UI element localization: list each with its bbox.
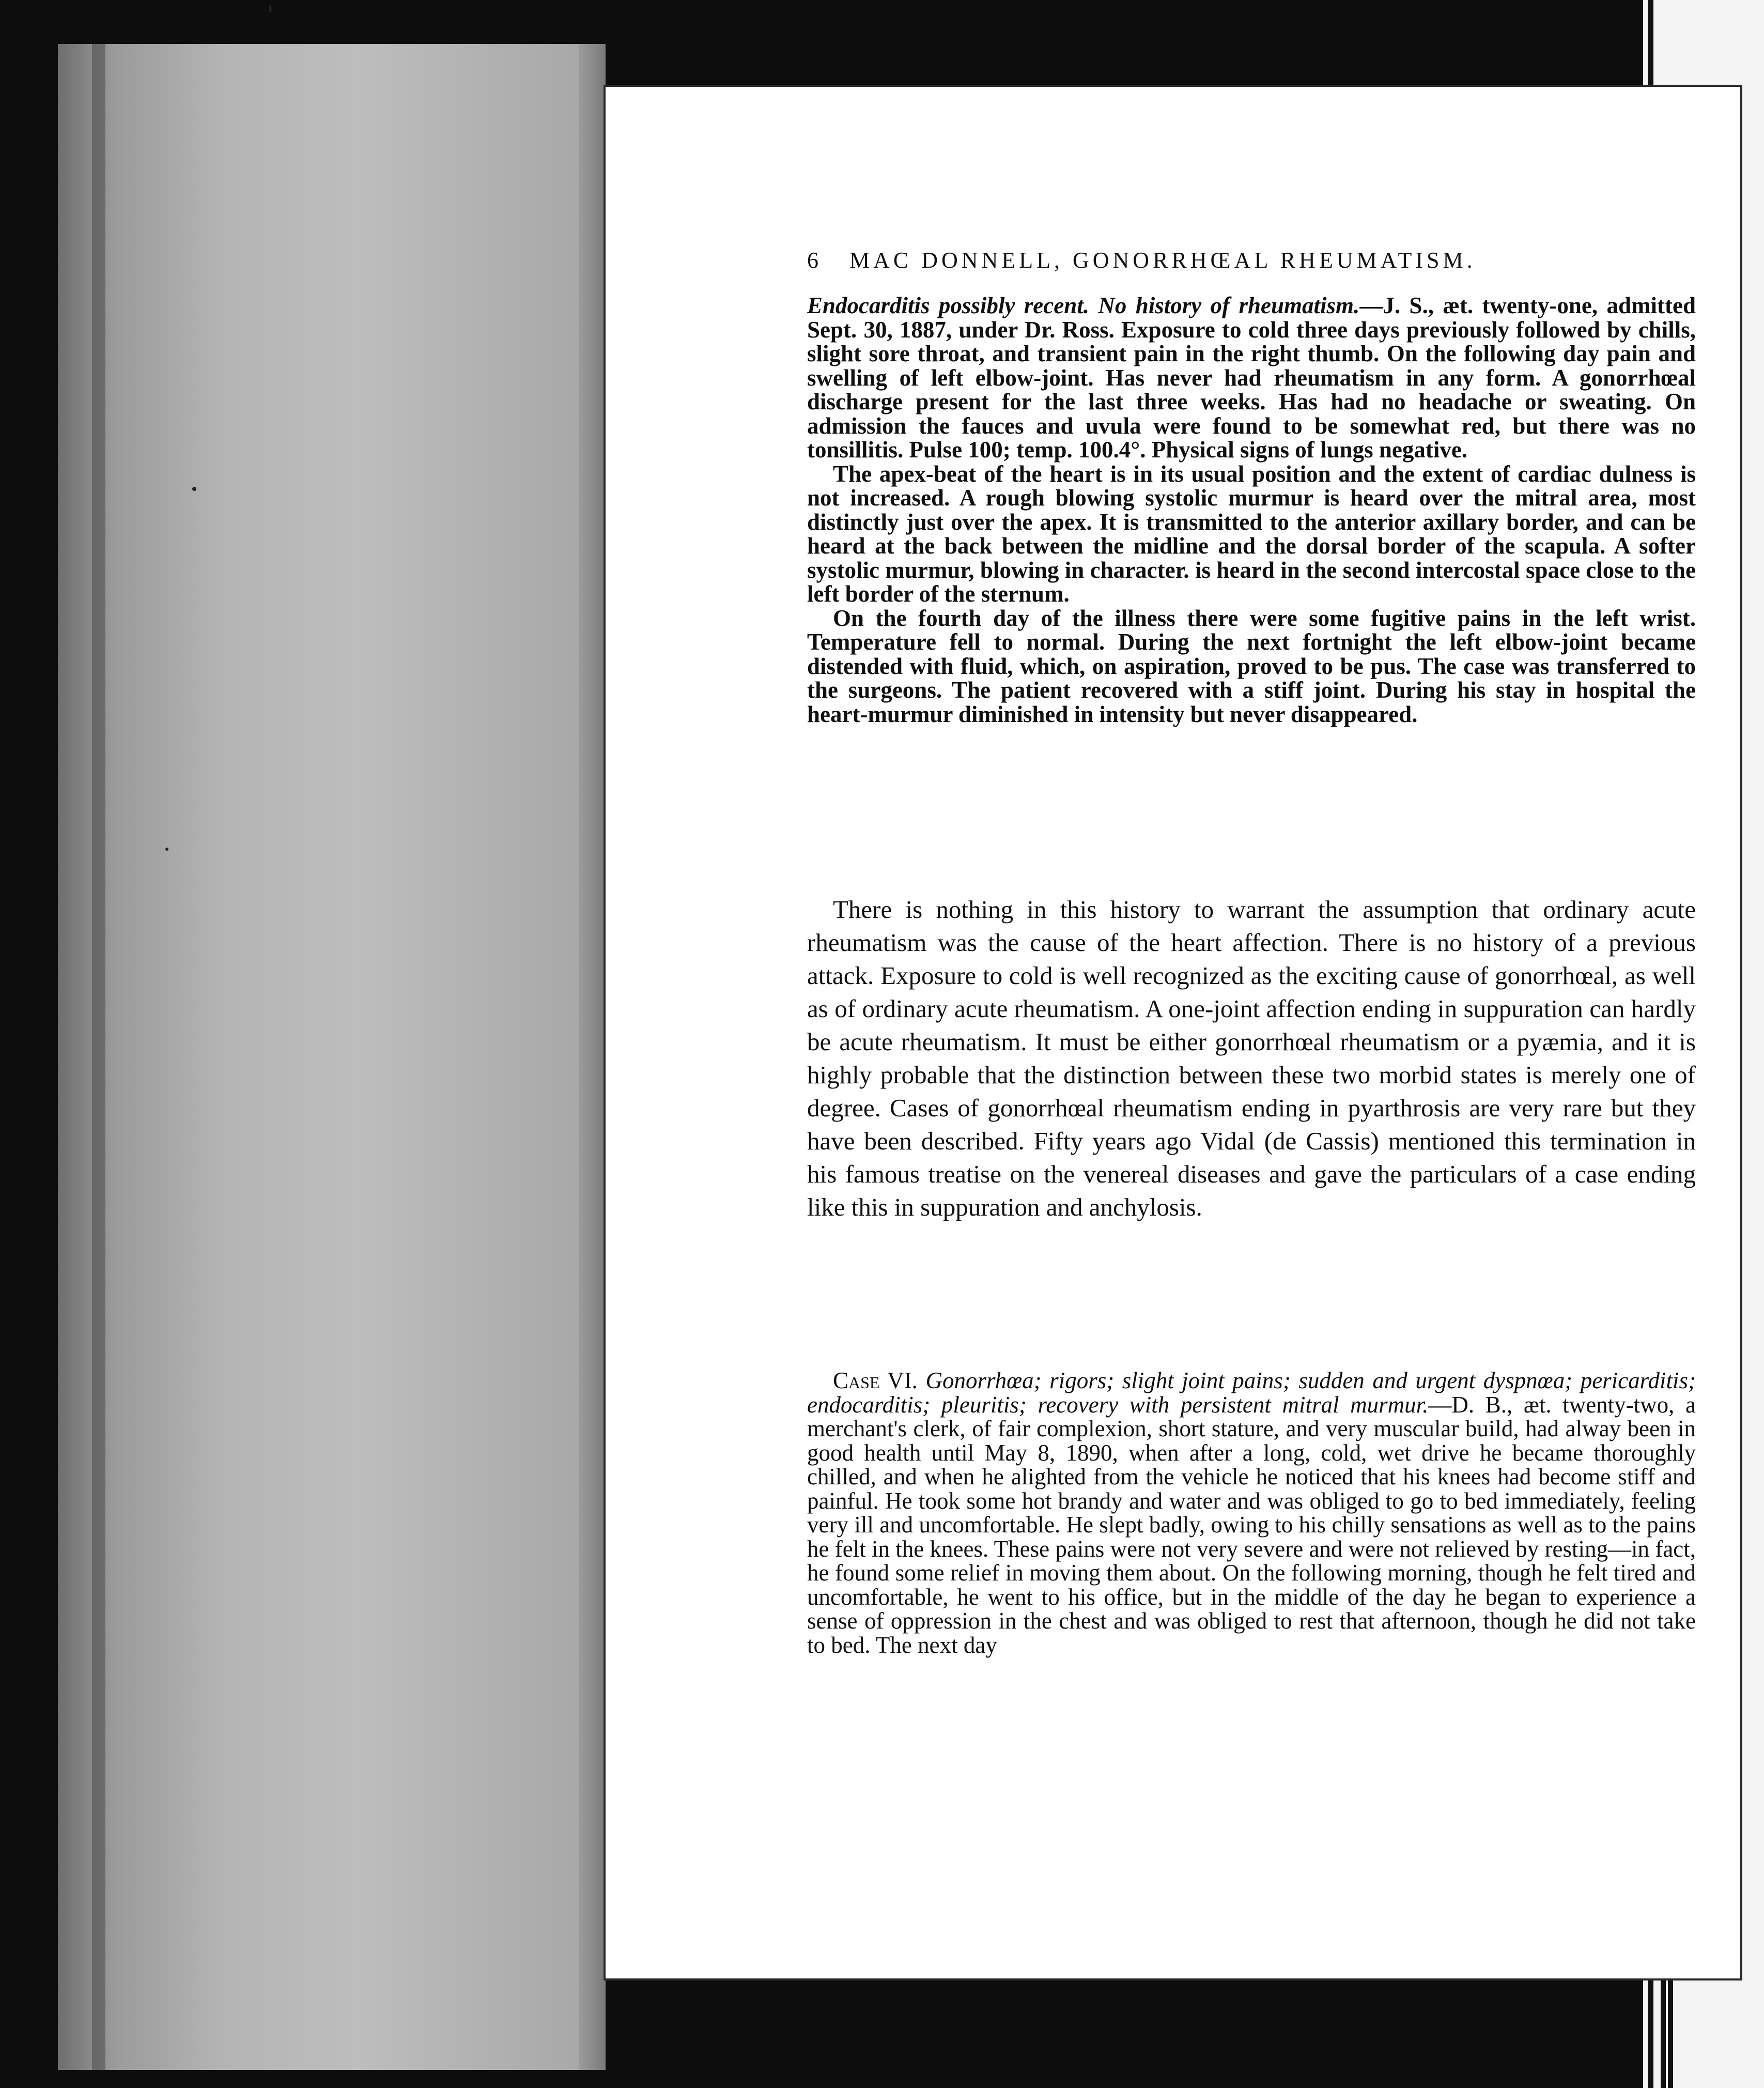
case-v-heading: Endocarditis possibly recent. No history of rheumatism. (807, 293, 1360, 318)
case-v-report (807, 294, 1696, 726)
case-vi-heading: Gonorrhœa; rigors; slight joint pains; sudden and urgent dyspnœa; pericarditis; endocarditis; pleuritis; recovery with persistent mitral murmur. (807, 1368, 1696, 1418)
page-number: 6 (807, 248, 818, 273)
facing-page-blank (58, 44, 606, 2070)
book-page (606, 87, 1740, 1978)
running-title: MAC DONNELL, GONORRHŒAL RHEUMATISM. (849, 248, 1476, 273)
case-v-paragraph-1 (807, 294, 1696, 462)
case-vi-report (807, 1369, 1696, 1657)
scan-speck (165, 848, 168, 851)
facing-page-edge (92, 44, 105, 2070)
case-vi-paragraph (807, 1369, 1696, 1657)
discussion-paragraph: There is nothing in this history to warrant the assumption that ordinary acute rheumatism was the cause of the heart affection. There is no history of a previous attack. Exposure to cold is well recognized as the exciting cause of gonorrhœal, as well as of ordinary acute rheumatism. A one-joint affection ending in suppuration can hardly be acute rheumatism. It must be either gonorrhœal rheumatism or a pyæmia, and it is highly probable that the distinction between these two morbid states is merely one of degree. Cases of gonorrhœal rheumatism ending in pyarthrosis are very rare but they have been described. Fifty years ago Vidal (de Cassis) mentioned this termination in his famous treatise on the venereal diseases and gave the particulars of a case ending like this in suppuration and anchylosis. (807, 895, 1696, 1221)
scan-speck (192, 487, 196, 491)
discussion-block (807, 893, 1696, 1224)
case-v-paragraph-3: On the fourth day of the illness there were some fugitive pains in the left wrist. Temperature fell to normal. During the next fortnight the left elbow-joint became distended with fluid, which, on aspiration, proved to be pus. The case was transferred to the surgeons. The patient recovered with a stiff joint. During his stay in hospital the heart-murmur diminished in intensity but never disappeared. (807, 605, 1696, 727)
case-v-history: —J. S., æt. twenty-one, admitted Sept. 30, 1887, under Dr. Ross. Exposure to cold three days previously followed by chills, slight sore throat, and transient pain in the right thumb. On the following day pain and swelling of left elbow-joint. Has never had rheumatism in any form. A gonorrhœal discharge present for the last three weeks. Has had no headache or sweating. On admission the fauces and uvula were found to be somewhat red, but there was no tonsillitis. Pulse 100; temp. 100.4°. Physical signs of lungs negative. (807, 293, 1696, 463)
case-vi-label: Case VI. (833, 1368, 918, 1393)
running-head (807, 247, 1696, 273)
page-gutter (579, 44, 606, 2070)
case-vi-history: —D. B., æt. twenty-two, a merchant's clerk, of fair complexion, short stature, and very muscular build, had alway been in good health until May 8, 1890, when after a long, cold, wet drive he became thoroughly chilled, and when he alighted from the vehicle he noticed that his knees had become stiff and painful. He took some hot brandy and water and was obliged to go to bed immediately, feeling very ill and uncomfortable. He slept badly, owing to his chilly sensations as well as to the pains he felt in the knees. These pains were not very severe and were not relieved by resting—in fact, he found some relief in moving them about. On the following morning, though he felt tired and uncomfortable, he went to his office, but in the middle of the day he began to experience a sense of oppression in the chest and was obliged to rest that afternoon, though he did not take to bed. The next day (807, 1391, 1696, 1658)
case-v-paragraph-2: The apex-beat of the heart is in its usual position and the extent of cardiac dulness is not increased. A rough blowing systolic murmur is heard over the mitral area, most distinctly just over the apex. It is transmitted to the anterior axillary border, and can be heard at the back between the midline and the dorsal border of the scapula. A softer systolic murmur, blowing in character. is heard in the second intercostal space close to the left border of the sternum. (807, 460, 1696, 607)
scan-speck (269, 5, 272, 12)
